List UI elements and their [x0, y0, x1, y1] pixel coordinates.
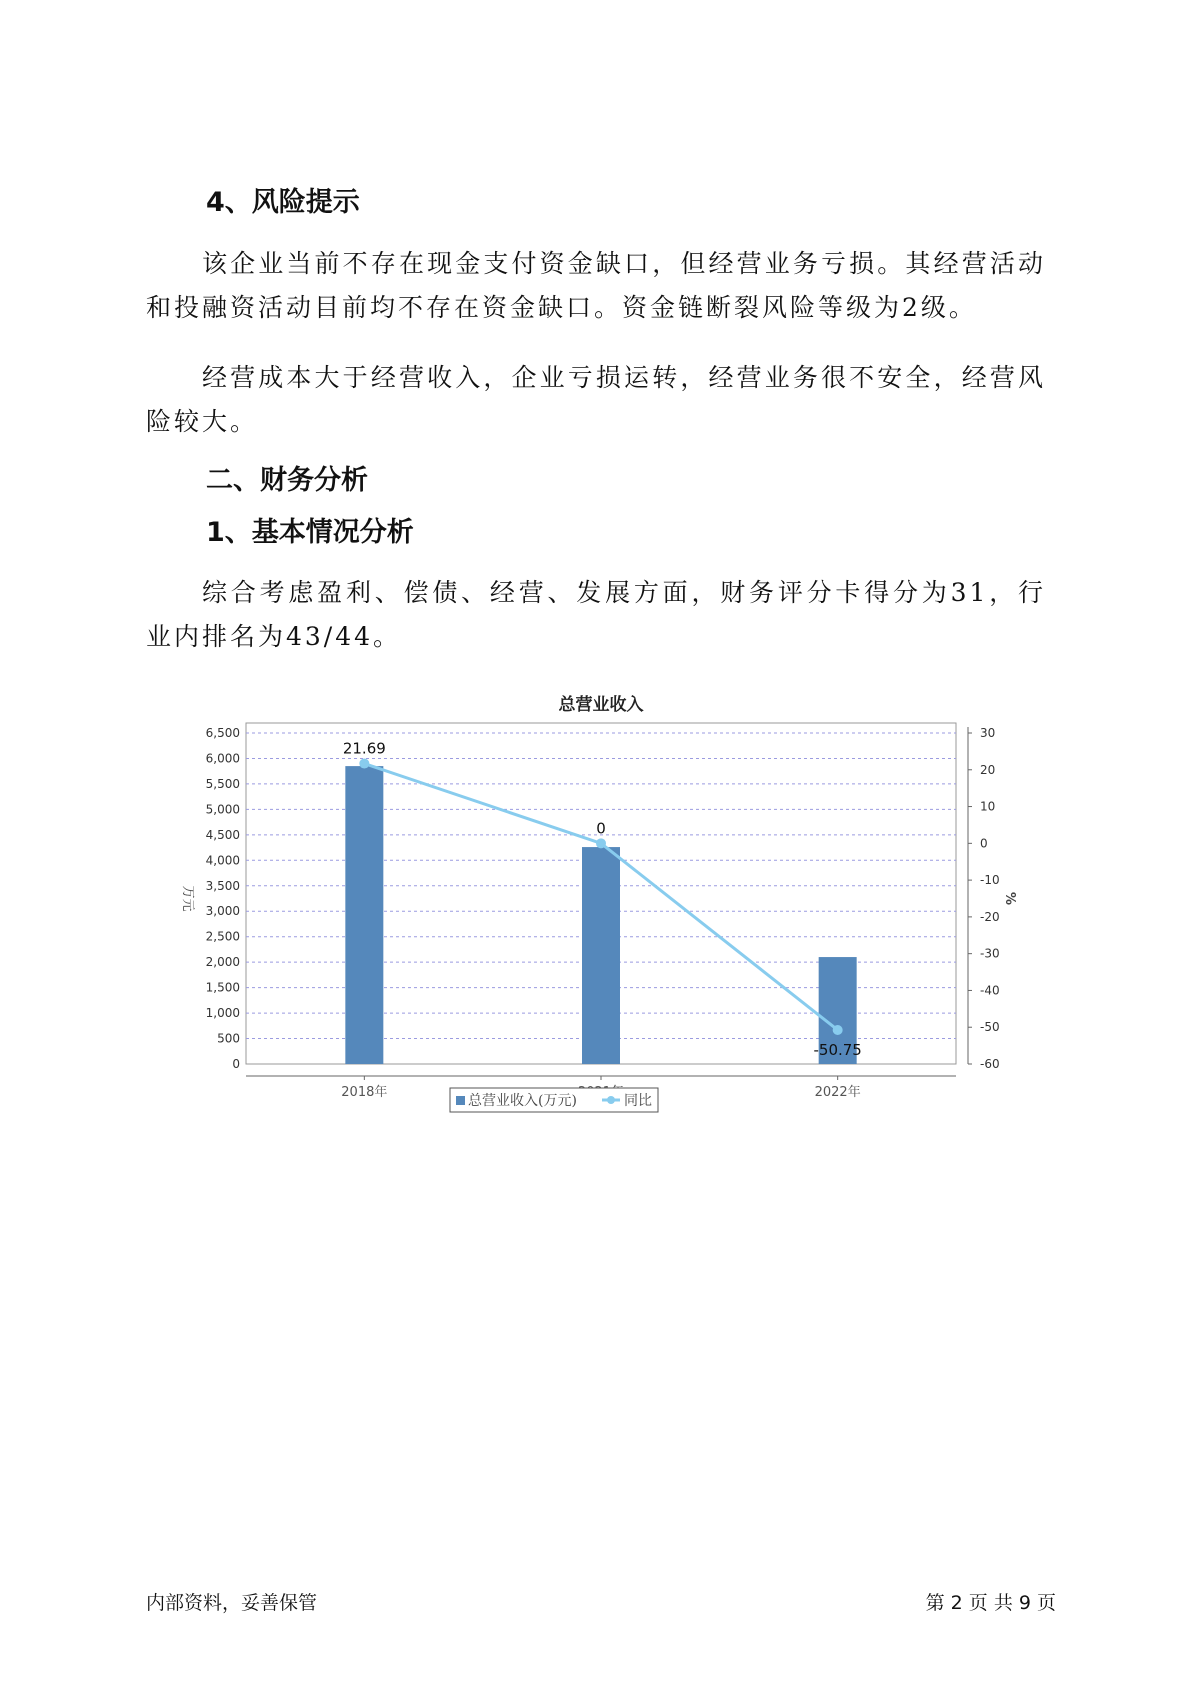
- chart-title: 总营业收入: [558, 695, 644, 715]
- finance-heading: 二、财务分析: [206, 465, 368, 496]
- y-tick-label: 4,500: [205, 827, 240, 842]
- y-tick-label: 6,000: [205, 751, 240, 766]
- revenue-chart: [170, 680, 1030, 1140]
- basic-analysis-heading: 1、基本情况分析: [206, 517, 414, 548]
- yoy-data-label: -50.75: [813, 1040, 862, 1059]
- y-tick-label: 5,000: [205, 802, 240, 817]
- y2-tick-label: -60: [980, 1057, 1000, 1071]
- revenue-bar: [582, 847, 620, 1064]
- legend-bar-label: 总营业收入(万元): [468, 1093, 577, 1109]
- x-tick-label: 2022年: [814, 1085, 861, 1100]
- y2-tick-label: 30: [980, 726, 996, 740]
- y-tick-label: 1,500: [205, 980, 240, 995]
- y-tick-label: 2,000: [205, 955, 240, 970]
- risk-paragraph-1: 该企业当前不存在现金支付资金缺口，但经营业务亏损。其经营活动和投融资活动目前均不存在资金缺口。资金链断裂风险等级为2级。: [146, 249, 1046, 322]
- y2-tick-label: 20: [980, 762, 996, 777]
- y-axis-label: 万元: [180, 885, 195, 912]
- yoy-data-label: 21.69: [342, 739, 386, 758]
- legend-line-label: 同比: [624, 1093, 652, 1109]
- yoy-data-label: 0: [596, 819, 606, 838]
- footer-confidential: 内部资料，妥善保管: [146, 1592, 318, 1614]
- y2-tick-label: -20: [980, 909, 1000, 924]
- y-tick-label: 0: [232, 1057, 240, 1071]
- y-tick-label: 3,500: [205, 878, 240, 893]
- y2-tick-label: 0: [980, 836, 988, 851]
- y2-tick-label: -10: [980, 873, 1000, 888]
- y2-tick-label: -50: [980, 1020, 1000, 1035]
- y2-tick-label: -40: [980, 983, 1000, 998]
- yoy-point: [596, 838, 606, 848]
- y-tick-label: 2,500: [205, 929, 240, 944]
- y-tick-label: 500: [217, 1031, 240, 1046]
- legend-line-marker: [607, 1096, 615, 1104]
- yoy-point: [833, 1025, 843, 1035]
- y-tick-label: 6,500: [205, 726, 240, 740]
- y-tick-label: 3,000: [205, 904, 240, 919]
- legend-bar-swatch: [456, 1096, 465, 1105]
- y2-tick-label: -30: [980, 946, 1000, 961]
- revenue-bar: [345, 766, 383, 1064]
- risk-heading: 4、风险提示: [206, 187, 360, 218]
- page-number: 第 2 页 共 9 页: [925, 1592, 1056, 1614]
- y-tick-label: 1,000: [205, 1006, 240, 1021]
- risk-paragraph-2: 经营成本大于经营收入，企业亏损运转，经营业务很不安全，经营风险较大。: [146, 363, 1046, 436]
- yoy-point: [359, 759, 369, 769]
- score-paragraph: 综合考虑盈利、偿债、经营、发展方面，财务评分卡得分为31，行业内排名为43/44。: [146, 578, 1046, 651]
- y2-axis-label: %: [1002, 891, 1017, 906]
- y2-tick-label: 10: [980, 799, 996, 814]
- y-tick-label: 4,000: [205, 853, 240, 868]
- x-tick-label: 2018年: [341, 1085, 388, 1100]
- y-tick-label: 5,500: [205, 776, 240, 791]
